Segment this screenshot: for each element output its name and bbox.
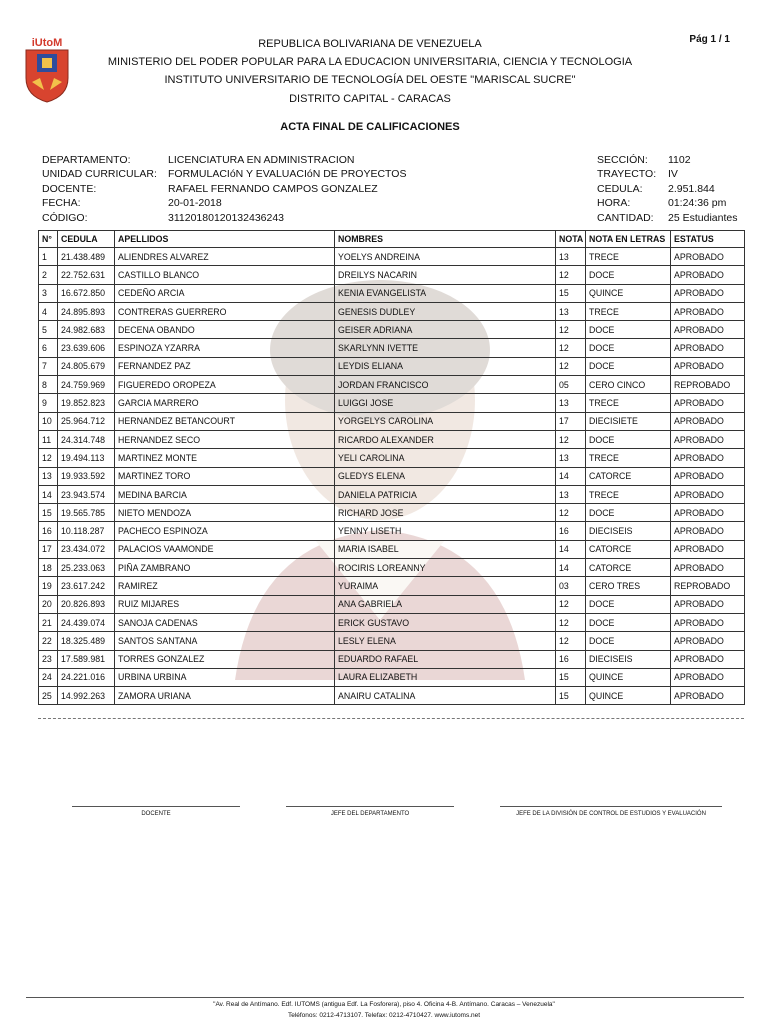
meta-label: SECCIÓN:: [597, 154, 648, 166]
table-row: [39, 394, 745, 412]
table-cell: 19.852.823: [58, 394, 115, 412]
column-header: N°: [39, 231, 58, 248]
table-cell: APROBADO: [671, 284, 745, 302]
table-cell: ANA GABRIELA: [335, 595, 556, 613]
table-cell: APROBADO: [671, 302, 745, 320]
table-cell: KENIA EVANGELISTA: [335, 284, 556, 302]
table-cell: 17.589.981: [58, 650, 115, 668]
column-header: NOTA EN LETRAS: [586, 231, 671, 248]
table-cell: RAMIREZ: [115, 577, 335, 595]
table-cell: CONTRERAS GUERRERO: [115, 302, 335, 320]
table-cell: 13: [556, 394, 586, 412]
grades-table: [38, 230, 745, 705]
table-row: [39, 632, 745, 650]
meta-label: HORA:: [597, 197, 631, 209]
table-cell: APROBADO: [671, 522, 745, 540]
table-cell: 15: [556, 284, 586, 302]
logo-text: iUtoM: [31, 37, 63, 49]
table-cell: 23.943.574: [58, 485, 115, 503]
table-cell: HERNANDEZ BETANCOURT: [115, 412, 335, 430]
meta-label: CEDULA:: [597, 183, 643, 195]
table-cell: 16: [556, 522, 586, 540]
table-cell: APROBADO: [671, 613, 745, 631]
page-number: Pág 1 / 1: [689, 34, 730, 45]
signature-line: [286, 806, 454, 807]
table-cell: REPROBADO: [671, 577, 745, 595]
table-cell: DOCE: [586, 430, 671, 448]
table-cell: DOCE: [586, 357, 671, 375]
table-cell: 15: [556, 668, 586, 686]
table-cell: FERNANDEZ PAZ: [115, 357, 335, 375]
table-cell: 13: [556, 485, 586, 503]
table-cell: 16.672.850: [58, 284, 115, 302]
table-cell: 24.439.074: [58, 613, 115, 631]
table-cell: DOCE: [586, 266, 671, 284]
cedula-value: 2.951.844: [668, 183, 715, 195]
table-cell: 23.434.072: [58, 540, 115, 558]
table-cell: EDUARDO RAFAEL: [335, 650, 556, 668]
table-cell: HERNANDEZ SECO: [115, 430, 335, 448]
table-cell: 4: [39, 302, 58, 320]
table-cell: CATORCE: [586, 467, 671, 485]
table-cell: CASTILLO BLANCO: [115, 266, 335, 284]
table-row: [39, 650, 745, 668]
table-cell: APROBADO: [671, 595, 745, 613]
table-cell: 1: [39, 248, 58, 266]
table-cell: 12: [39, 449, 58, 467]
table-cell: 24.805.679: [58, 357, 115, 375]
table-cell: RUIZ MIJARES: [115, 595, 335, 613]
table-cell: 3: [39, 284, 58, 302]
table-cell: GLEDYS ELENA: [335, 467, 556, 485]
meta-label: TRAYECTO:: [597, 168, 657, 180]
header-line-3: INSTITUTO UNIVERSITARIO DE TECNOLOGÍA DEL OESTE "MARISCAL SUCRE": [164, 74, 576, 86]
table-cell: 20: [39, 595, 58, 613]
table-cell: SKARLYNN IVETTE: [335, 339, 556, 357]
table-cell: JORDAN FRANCISCO: [335, 376, 556, 394]
table-cell: DOCE: [586, 504, 671, 522]
table-cell: 25.233.063: [58, 559, 115, 577]
table-cell: DOCE: [586, 595, 671, 613]
department-value: LICENCIATURA EN ADMINISTRACION: [168, 154, 355, 166]
table-cell: 19.933.592: [58, 467, 115, 485]
table-cell: APROBADO: [671, 394, 745, 412]
table-cell: YORGELYS CAROLINA: [335, 412, 556, 430]
table-cell: YENNY LISETH: [335, 522, 556, 540]
table-cell: DREILYS NACARIN: [335, 266, 556, 284]
table-cell: 25: [39, 687, 58, 705]
table-cell: DOCE: [586, 339, 671, 357]
table-row: [39, 321, 745, 339]
table-cell: APROBADO: [671, 485, 745, 503]
table-cell: 17: [556, 412, 586, 430]
table-cell: 12: [556, 357, 586, 375]
count-value: 25 Estudiantes: [668, 212, 738, 224]
table-cell: APROBADO: [671, 339, 745, 357]
table-cell: APROBADO: [671, 687, 745, 705]
column-header: CEDULA: [58, 231, 115, 248]
time-value: 01:24:36 pm: [668, 197, 727, 209]
table-cell: 5: [39, 321, 58, 339]
table-cell: 16: [556, 650, 586, 668]
table-cell: 24.982.683: [58, 321, 115, 339]
table-cell: APROBADO: [671, 248, 745, 266]
table-cell: 10: [39, 412, 58, 430]
table-cell: RICARDO ALEXANDER: [335, 430, 556, 448]
table-cell: APROBADO: [671, 266, 745, 284]
table-cell: 18: [39, 559, 58, 577]
table-cell: APROBADO: [671, 650, 745, 668]
table-row: [39, 302, 745, 320]
table-cell: 12: [556, 339, 586, 357]
meta-label: UNIDAD CURRICULAR:: [42, 168, 157, 180]
section-value: 1102: [668, 154, 691, 166]
trayecto-value: IV: [668, 168, 678, 180]
table-cell: ZAMORA URIANA: [115, 687, 335, 705]
table-cell: 05: [556, 376, 586, 394]
table-row: [39, 339, 745, 357]
meta-label: DEPARTAMENTO:: [42, 154, 131, 166]
signature-label-jefe: JEFE DEL DEPARTAMENTO: [330, 811, 410, 817]
table-cell: CERO TRES: [586, 577, 671, 595]
column-header: APELLIDOS: [115, 231, 335, 248]
table-header-row: [39, 231, 745, 248]
table-cell: 13: [556, 248, 586, 266]
table-cell: TRECE: [586, 449, 671, 467]
table-cell: APROBADO: [671, 540, 745, 558]
table-cell: 12: [556, 321, 586, 339]
table-cell: ESPINOZA YZARRA: [115, 339, 335, 357]
code-value: 31120180120132436243: [168, 212, 285, 224]
table-cell: 14: [556, 467, 586, 485]
table-row: [39, 284, 745, 302]
table-cell: DANIELA PATRICIA: [335, 485, 556, 503]
table-cell: ALIENDRES ALVAREZ: [115, 248, 335, 266]
table-cell: 15: [39, 504, 58, 522]
table-cell: CATORCE: [586, 540, 671, 558]
column-header: NOMBRES: [335, 231, 556, 248]
table-cell: 22.752.631: [58, 266, 115, 284]
table-cell: APROBADO: [671, 668, 745, 686]
table-cell: APROBADO: [671, 430, 745, 448]
table-cell: ERICK GUSTAVO: [335, 613, 556, 631]
meta-label: CANTIDAD:: [597, 212, 654, 224]
table-cell: 11: [39, 430, 58, 448]
table-cell: 21.438.489: [58, 248, 115, 266]
signature-label-division: JEFE DE LA DIVISIÓN DE CONTROL DE ESTUDIOS Y EVALUACIÓN: [516, 811, 706, 817]
table-row: [39, 668, 745, 686]
table-cell: 12: [556, 430, 586, 448]
signature-line: [72, 806, 240, 807]
table-row: [39, 467, 745, 485]
table-cell: CATORCE: [586, 559, 671, 577]
table-cell: 23.617.242: [58, 577, 115, 595]
table-cell: YELI CAROLINA: [335, 449, 556, 467]
table-row: [39, 687, 745, 705]
table-cell: CEDEÑO ARCIA: [115, 284, 335, 302]
table-cell: PIÑA ZAMBRANO: [115, 559, 335, 577]
table-cell: SANTOS SANTANA: [115, 632, 335, 650]
table-cell: PALACIOS VAAMONDE: [115, 540, 335, 558]
table-cell: 19.494.113: [58, 449, 115, 467]
table-row: [39, 559, 745, 577]
table-cell: 16: [39, 522, 58, 540]
table-cell: 13: [556, 302, 586, 320]
table-cell: 24: [39, 668, 58, 686]
table-cell: MARTINEZ MONTE: [115, 449, 335, 467]
table-row: [39, 266, 745, 284]
header-line-4: DISTRITO CAPITAL - CARACAS: [289, 93, 451, 105]
table-cell: 21: [39, 613, 58, 631]
date-value: 20-01-2018: [168, 197, 222, 209]
table-cell: 15: [556, 687, 586, 705]
table-cell: 24.759.969: [58, 376, 115, 394]
table-cell: 20.826.893: [58, 595, 115, 613]
table-cell: 8: [39, 376, 58, 394]
table-cell: 7: [39, 357, 58, 375]
table-row: [39, 430, 745, 448]
table-cell: 24.895.893: [58, 302, 115, 320]
header-line-1: REPUBLICA BOLIVARIANA DE VENEZUELA: [258, 38, 482, 50]
meta-label: DOCENTE:: [42, 183, 97, 195]
column-header: NOTA: [556, 231, 586, 248]
table-cell: 14: [556, 540, 586, 558]
table-cell: RICHARD JOSE: [335, 504, 556, 522]
table-cell: QUINCE: [586, 284, 671, 302]
meta-label: FECHA:: [42, 197, 81, 209]
table-cell: DIECISEIS: [586, 522, 671, 540]
table-cell: LESLY ELENA: [335, 632, 556, 650]
footer-rule: [26, 997, 744, 998]
table-row: [39, 248, 745, 266]
table-cell: 9: [39, 394, 58, 412]
table-cell: GEISER ADRIANA: [335, 321, 556, 339]
table-cell: DIECISIETE: [586, 412, 671, 430]
table-cell: NIETO MENDOZA: [115, 504, 335, 522]
table-cell: MEDINA BARCIA: [115, 485, 335, 503]
table-cell: 14: [556, 559, 586, 577]
table-row: [39, 504, 745, 522]
table-cell: GARCIA MARRERO: [115, 394, 335, 412]
table-cell: YURAIMA: [335, 577, 556, 595]
table-cell: 6: [39, 339, 58, 357]
table-row: [39, 613, 745, 631]
table-cell: 23.639.606: [58, 339, 115, 357]
table-cell: APROBADO: [671, 321, 745, 339]
table-cell: GENESIS DUDLEY: [335, 302, 556, 320]
table-cell: 22: [39, 632, 58, 650]
table-cell: CERO CINCO: [586, 376, 671, 394]
table-cell: 10.118.287: [58, 522, 115, 540]
course-value: FORMULACIóN Y EVALUACIóN DE PROYECTOS: [168, 168, 407, 180]
signature-label-docente: DOCENTE: [141, 811, 171, 817]
footer-contact: Teléfonos: 0212-4713107. Telefax: 0212-4710427. www.iutoms.net: [287, 1012, 481, 1019]
table-cell: LEYDIS ELIANA: [335, 357, 556, 375]
table-cell: ROCIRIS LOREANNY: [335, 559, 556, 577]
table-row: [39, 357, 745, 375]
table-cell: 12: [556, 266, 586, 284]
signature-line: [500, 806, 722, 807]
header-line-2: MINISTERIO DEL PODER POPULAR PARA LA EDUCACION UNIVERSITARIA, CIENCIA Y TECNOLOGIA: [107, 56, 633, 68]
table-cell: DOCE: [586, 321, 671, 339]
table-cell: 24.314.748: [58, 430, 115, 448]
table-cell: DIECISEIS: [586, 650, 671, 668]
table-cell: DOCE: [586, 632, 671, 650]
table-cell: 2: [39, 266, 58, 284]
table-cell: FIGUEREDO OROPEZA: [115, 376, 335, 394]
table-cell: TRECE: [586, 248, 671, 266]
table-cell: URBINA URBINA: [115, 668, 335, 686]
table-cell: APROBADO: [671, 449, 745, 467]
table-cell: TRECE: [586, 485, 671, 503]
table-cell: 17: [39, 540, 58, 558]
table-cell: LAURA ELIZABETH: [335, 668, 556, 686]
table-row: [39, 412, 745, 430]
table-cell: 13: [556, 449, 586, 467]
table-row: [39, 522, 745, 540]
document-title: ACTA FINAL DE CALIFICACIONES: [280, 121, 460, 133]
meta-label: CÓDIGO:: [42, 212, 88, 224]
table-cell: 14.992.263: [58, 687, 115, 705]
table-cell: 19: [39, 577, 58, 595]
table-row: [39, 595, 745, 613]
table-cell: APROBADO: [671, 632, 745, 650]
table-cell: 24.221.016: [58, 668, 115, 686]
table-cell: 19.565.785: [58, 504, 115, 522]
table-cell: APROBADO: [671, 412, 745, 430]
table-cell: APROBADO: [671, 467, 745, 485]
table-cell: QUINCE: [586, 687, 671, 705]
teacher-value: RAFAEL FERNANDO CAMPOS GONZALEZ: [168, 183, 378, 195]
table-cell: SANOJA CADENAS: [115, 613, 335, 631]
table-cell: 23: [39, 650, 58, 668]
table-cell: LUIGGI JOSE: [335, 394, 556, 412]
table-cell: TRECE: [586, 302, 671, 320]
table-cell: TRECE: [586, 394, 671, 412]
table-cell: 18.325.489: [58, 632, 115, 650]
table-row: [39, 449, 745, 467]
table-cell: 25.964.712: [58, 412, 115, 430]
table-cell: DOCE: [586, 613, 671, 631]
table-row: [39, 376, 745, 394]
table-cell: YOELYS ANDREINA: [335, 248, 556, 266]
column-header: ESTATUS: [671, 231, 745, 248]
table-cell: PACHECO ESPINOZA: [115, 522, 335, 540]
table-cell: 14: [39, 485, 58, 503]
table-cell: REPROBADO: [671, 376, 745, 394]
table-cell: 12: [556, 595, 586, 613]
table-cell: APROBADO: [671, 559, 745, 577]
table-cell: DECENA OBANDO: [115, 321, 335, 339]
table-cell: 12: [556, 504, 586, 522]
table-cell: MARIA ISABEL: [335, 540, 556, 558]
table-cell: 12: [556, 613, 586, 631]
grades-body: [39, 248, 745, 705]
table-cell: ANAIRU CATALINA: [335, 687, 556, 705]
table-cell: 03: [556, 577, 586, 595]
table-cell: QUINCE: [586, 668, 671, 686]
table-cell: 12: [556, 632, 586, 650]
table-row: [39, 577, 745, 595]
table-cell: MARTINEZ TORO: [115, 467, 335, 485]
table-row: [39, 540, 745, 558]
table-cell: TORRES GONZALEZ: [115, 650, 335, 668]
divider: [38, 712, 744, 719]
table-cell: APROBADO: [671, 504, 745, 522]
table-cell: APROBADO: [671, 357, 745, 375]
table-row: [39, 485, 745, 503]
footer-address: "Av. Real de Antímano. Edf. IUTOMS (antigua Edf. La Fosforera), piso 4. Oficina 4-B. Antímano. Caracas – Venezuela": [213, 1001, 555, 1008]
table-cell: 13: [39, 467, 58, 485]
